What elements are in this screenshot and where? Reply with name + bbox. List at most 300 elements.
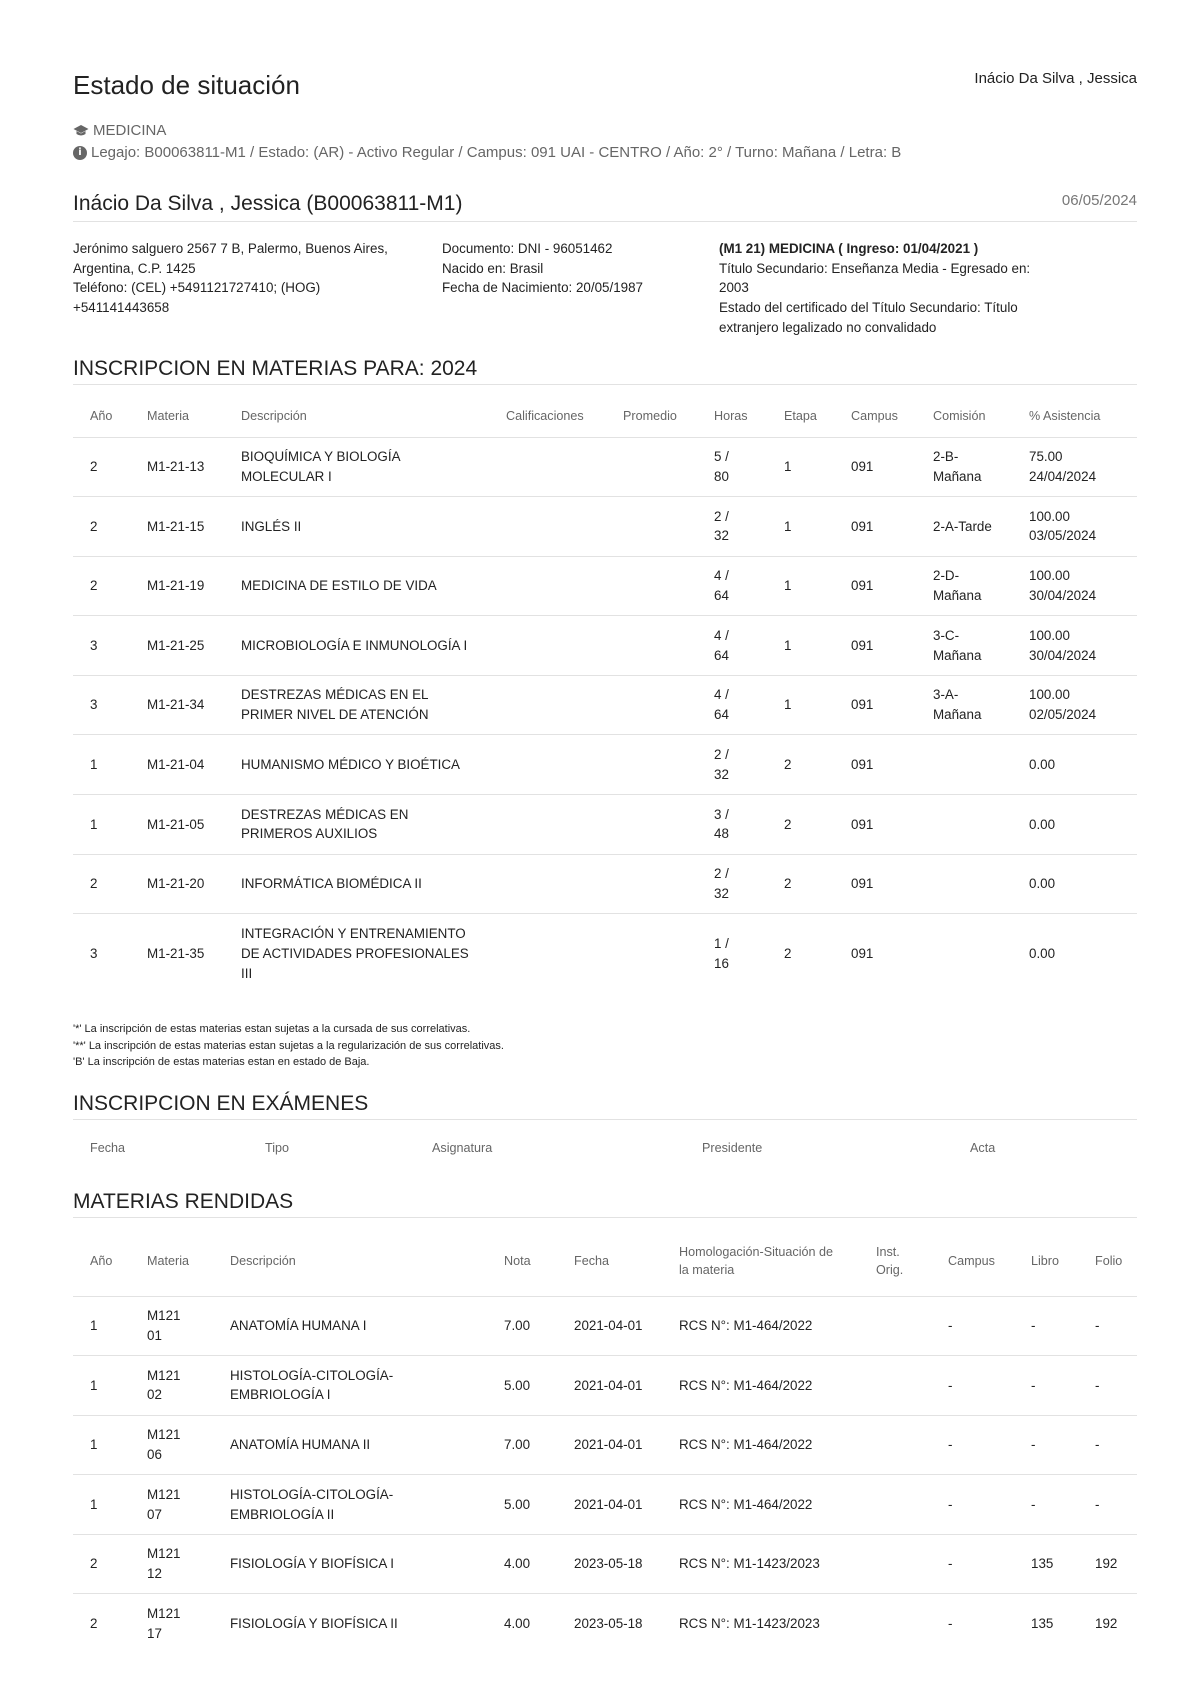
cell-line: 12 [147, 1566, 162, 1582]
cell-calificaciones [506, 437, 623, 497]
cell-etapa: 1 [784, 458, 792, 474]
cell-materia: M1-21-15 [147, 518, 205, 534]
cell-homologacion: RCS N°: M1-464/2022 [679, 1496, 813, 1512]
cell-asistencia [1029, 735, 1137, 795]
cell-materia: M1-21-20 [147, 876, 205, 892]
cell-anio: 1 [90, 816, 98, 832]
cell-promedio [623, 616, 714, 676]
cell-materia [147, 1296, 230, 1356]
cell-line: 100.00 [1029, 627, 1070, 643]
divider [73, 384, 1137, 385]
cell-anio: 3 [90, 637, 98, 653]
cell-horas [714, 914, 784, 994]
cell-asistencia [1029, 616, 1137, 676]
cell-anio: 1 [90, 1437, 98, 1453]
table-row [73, 854, 1137, 914]
cell-anio: 3 [90, 697, 98, 713]
column-header: Acta [970, 1141, 996, 1155]
cell-promedio [623, 914, 714, 994]
cell-line: M121 [147, 1308, 181, 1324]
cell-calificaciones [506, 556, 623, 616]
info-icon: i [73, 146, 87, 160]
cell-line: 100.00 [1029, 508, 1070, 524]
cell-line: MOLECULAR I [241, 468, 332, 484]
inscripcion-materias-table [73, 395, 1137, 994]
cell-line: 32 [714, 766, 729, 782]
cell-line: 0.00 [1029, 876, 1056, 892]
cell-line: 07 [147, 1506, 162, 1522]
cell-horas [714, 437, 784, 497]
cell-line: 3 / [714, 806, 729, 822]
cell-line: 32 [714, 528, 729, 544]
cell-anio: 1 [90, 756, 98, 772]
cell-line: M121 [147, 1486, 181, 1502]
cell-folio: 192 [1095, 1616, 1118, 1632]
cell-campus: - [948, 1317, 953, 1333]
phone-line: +541141443658 [73, 300, 170, 316]
cell-campus: 091 [851, 458, 874, 474]
cell-line: 16 [714, 956, 729, 971]
table-header-row [73, 395, 1137, 437]
cell-fecha: 2021-04-01 [574, 1437, 643, 1453]
table-row [73, 616, 1137, 676]
column-header: Año [90, 408, 113, 423]
cell-line: INGLÉS II [241, 518, 302, 534]
cell-descripcion [241, 735, 506, 795]
cell-horas [714, 497, 784, 557]
cell-campus: 091 [851, 876, 874, 892]
cell-anio: 1 [90, 1317, 98, 1333]
cell-etapa: 1 [784, 697, 792, 713]
table-row [73, 914, 1137, 994]
cell-anio: 3 [90, 946, 98, 962]
column-header: Fecha [90, 1141, 126, 1155]
cell-etapa: 2 [784, 876, 792, 892]
cell-horas [714, 854, 784, 914]
cell-comision [933, 735, 1029, 795]
cell-calificaciones [506, 795, 623, 855]
phone-line: Teléfono: (CEL) +5491121727410; (HOG) [73, 280, 321, 296]
cell-line: DE ACTIVIDADES PROFESIONALES [241, 946, 469, 962]
materias-rendidas-table [73, 1226, 1137, 1654]
cell-promedio [623, 854, 714, 914]
header-line: Orig. [876, 1262, 904, 1277]
cell-nota: 5.00 [504, 1377, 531, 1393]
cell-line: 64 [714, 647, 729, 663]
column-header: Libro [1031, 1253, 1060, 1268]
cell-inst-orig [876, 1296, 948, 1356]
cell-promedio [623, 795, 714, 855]
cell-line: INTEGRACIÓN Y ENTRENAMIENTO [241, 926, 466, 942]
program-block [719, 239, 1059, 338]
cell-line: 0.00 [1029, 946, 1056, 962]
cell-line: 17 [147, 1626, 162, 1642]
cell-line: 0.00 [1029, 816, 1056, 832]
cell-line: M121 [147, 1427, 181, 1443]
cell-calificaciones [506, 914, 623, 994]
cell-campus: - [948, 1556, 953, 1572]
cell-campus: 091 [851, 637, 874, 653]
cell-nota: 5.00 [504, 1496, 531, 1512]
cell-folio: - [1095, 1437, 1100, 1453]
cell-materia: M1-21-13 [147, 458, 205, 474]
cell-anio: 2 [90, 1616, 98, 1632]
cell-comision [933, 616, 1029, 676]
cell-line: MICROBIOLOGÍA E INMUNOLOGÍA I [241, 637, 468, 653]
cell-line: BIOQUÍMICA Y BIOLOGÍA [241, 449, 401, 465]
cell-nota: 4.00 [504, 1556, 531, 1572]
column-header: Horas [714, 408, 748, 423]
table-row [73, 1415, 1137, 1475]
cell-promedio [623, 735, 714, 795]
cell-promedio [623, 497, 714, 557]
program-line: Título Secundario: Enseñanza Media - Egresado en: [719, 260, 1031, 276]
cell-descripcion [230, 1356, 504, 1416]
cell-inst-orig [876, 1415, 948, 1475]
cell-nota: 4.00 [504, 1616, 531, 1632]
table-row [73, 1475, 1137, 1535]
cell-fecha: 2023-05-18 [574, 1556, 643, 1572]
cell-descripcion [241, 795, 506, 855]
cell-line: INFORMÁTICA BIOMÉDICA II [241, 876, 422, 892]
cell-campus: 091 [851, 756, 874, 772]
cell-libro: - [1031, 1317, 1036, 1333]
cell-campus: - [948, 1616, 953, 1632]
column-header [876, 1226, 948, 1296]
cell-comision [933, 795, 1029, 855]
cell-etapa: 2 [784, 756, 792, 772]
cell-anio: 2 [90, 1556, 98, 1572]
cell-homologacion: RCS N°: M1-1423/2023 [679, 1556, 820, 1572]
program-line: extranjero legalizado no convalidado [719, 319, 937, 335]
career-line [73, 122, 166, 139]
cell-campus: - [948, 1437, 953, 1453]
cell-asistencia [1029, 914, 1137, 994]
cell-campus: - [948, 1496, 953, 1512]
header-line: Homologación-Situación de [679, 1244, 834, 1259]
cell-line: HISTOLOGÍA-CITOLOGÍA- [230, 1367, 394, 1383]
cell-materia: M1-21-35 [147, 946, 205, 962]
birthdate-line: Fecha de Nacimiento: 20/05/1987 [442, 280, 643, 296]
cell-campus: 091 [851, 518, 874, 534]
cell-line: HISTOLOGÍA-CITOLOGÍA- [230, 1486, 394, 1502]
cell-line: M121 [147, 1367, 181, 1383]
table-row [73, 497, 1137, 557]
cell-line: 2-B- [933, 449, 959, 465]
legajo-text: Legajo: B00063811-M1 / Estado: (AR) - Activo Regular / Campus: 091 UAI - CENTRO / Año: 2° / Turno: Mañana / Letra: B [91, 144, 902, 161]
cell-asistencia [1029, 675, 1137, 735]
cell-descripcion [241, 497, 506, 557]
footnote: '*' La inscripción de estas materias estan sujetas a la cursada de sus correlativas. [73, 1023, 471, 1035]
cell-calificaciones [506, 675, 623, 735]
cell-comision [933, 675, 1029, 735]
student-name: Inácio Da Silva , Jessica (B00063811-M1) [73, 192, 463, 215]
cell-horas [714, 735, 784, 795]
cell-calificaciones [506, 616, 623, 676]
cell-line: Mañana [933, 468, 982, 484]
cell-line: 3-C- [933, 627, 960, 643]
cell-asistencia [1029, 437, 1137, 497]
column-header: Materia [147, 1253, 189, 1268]
cell-descripcion [241, 854, 506, 914]
column-header: Promedio [623, 408, 677, 423]
cell-line: 4 / [714, 687, 729, 703]
cell-line: 24/04/2024 [1029, 468, 1097, 484]
column-header: Descripción [241, 408, 307, 423]
cell-materia [147, 1356, 230, 1416]
cell-line: HUMANISMO MÉDICO Y BIOÉTICA [241, 756, 460, 772]
cell-libro: - [1031, 1377, 1036, 1393]
cell-asistencia [1029, 854, 1137, 914]
user-name: Inácio Da Silva , Jessica [974, 70, 1137, 87]
cell-anio: 2 [90, 578, 98, 594]
cell-descripcion [230, 1534, 504, 1594]
cell-line: 5 / [714, 449, 729, 465]
cell-anio: 2 [90, 876, 98, 892]
cell-libro: - [1031, 1496, 1036, 1512]
cell-promedio [623, 556, 714, 616]
cell-line: 02/05/2024 [1029, 707, 1097, 723]
birthplace-line: Nacido en: Brasil [442, 260, 544, 276]
cell-line: 2 / [714, 866, 729, 882]
cell-comision [933, 556, 1029, 616]
cell-campus: - [948, 1377, 953, 1393]
section-title-materias-rendidas: MATERIAS RENDIDAS [73, 1190, 294, 1213]
cell-line: MEDICINA DE ESTILO DE VIDA [241, 578, 437, 594]
cell-asistencia [1029, 556, 1137, 616]
table-row [73, 1534, 1137, 1594]
cell-materia: M1-21-25 [147, 637, 205, 653]
column-header: Descripción [230, 1253, 296, 1268]
cell-horas [714, 616, 784, 676]
cell-folio: - [1095, 1496, 1100, 1512]
cell-line: PRIMER NIVEL DE ATENCIÓN [241, 707, 429, 723]
table-row [73, 1356, 1137, 1416]
cell-etapa: 2 [784, 946, 792, 962]
cell-materia: M1-21-04 [147, 756, 205, 772]
cell-materia [147, 1415, 230, 1475]
column-header: Comisión [933, 408, 986, 423]
cell-asistencia [1029, 497, 1137, 557]
cell-line: DESTREZAS MÉDICAS EN [241, 806, 409, 822]
cell-descripcion [241, 616, 506, 676]
cell-folio: - [1095, 1317, 1100, 1333]
cell-inst-orig [876, 1534, 948, 1594]
cell-line: 75.00 [1029, 449, 1063, 465]
cell-descripcion [241, 675, 506, 735]
cell-line: PRIMEROS AUXILIOS [241, 826, 378, 842]
cell-materia [147, 1534, 230, 1594]
cell-nota: 7.00 [504, 1317, 531, 1333]
cell-line: 4 / [714, 627, 729, 643]
cell-descripcion [230, 1296, 504, 1356]
column-header: Etapa [784, 408, 817, 423]
cell-line: 2-D- [933, 568, 960, 584]
legajo-line [73, 144, 901, 161]
table-row [73, 795, 1137, 855]
cell-line: EMBRIOLOGÍA II [230, 1506, 335, 1522]
column-header: Asignatura [432, 1141, 493, 1155]
table-row [73, 1296, 1137, 1356]
cell-line: Mañana [933, 707, 982, 723]
cell-inst-orig [876, 1594, 948, 1654]
cell-line: Mañana [933, 587, 982, 603]
address-block [73, 239, 413, 318]
cell-line: 06 [147, 1446, 162, 1462]
cell-line: 3-A- [933, 687, 959, 703]
table-row [73, 1594, 1137, 1654]
cell-libro: 135 [1031, 1616, 1054, 1632]
cell-etapa: 2 [784, 816, 792, 832]
table-row [73, 735, 1137, 795]
cell-descripcion [230, 1475, 504, 1535]
cell-promedio [623, 437, 714, 497]
cell-line: ANATOMÍA HUMANA I [230, 1317, 367, 1333]
cell-line: 32 [714, 885, 729, 901]
program-line: 2003 [719, 280, 749, 296]
cell-comision [933, 437, 1029, 497]
cell-nota: 7.00 [504, 1437, 531, 1453]
cell-homologacion: RCS N°: M1-464/2022 [679, 1377, 813, 1393]
cell-etapa: 1 [784, 518, 792, 534]
column-header: Calificaciones [506, 408, 584, 423]
cell-line: 2-A-Tarde [933, 518, 992, 534]
cell-libro: 135 [1031, 1556, 1054, 1572]
cell-fecha: 2021-04-01 [574, 1377, 643, 1393]
cell-folio: 192 [1095, 1556, 1118, 1572]
section-title-inscripcion-materias: INSCRIPCION EN MATERIAS PARA: 2024 [73, 357, 478, 380]
cell-fecha: 2021-04-01 [574, 1317, 643, 1333]
cell-descripcion [241, 914, 506, 994]
cell-descripcion [241, 556, 506, 616]
cell-homologacion: RCS N°: M1-1423/2023 [679, 1616, 820, 1632]
table-header-row [73, 1130, 1137, 1166]
cell-promedio [623, 675, 714, 735]
column-header: Campus [851, 408, 898, 423]
cell-horas [714, 556, 784, 616]
cell-comision [933, 914, 1029, 994]
column-header: % Asistencia [1029, 408, 1101, 423]
cell-line: 1 / [714, 936, 729, 952]
document-line: Documento: DNI - 96051462 [442, 241, 613, 256]
page-title: Estado de situación [73, 70, 300, 100]
cell-line: M121 [147, 1546, 181, 1562]
cell-anio: 1 [90, 1496, 98, 1512]
column-header: Folio [1095, 1253, 1123, 1268]
cell-line: 01 [147, 1327, 162, 1343]
cell-libro: - [1031, 1437, 1036, 1453]
cell-campus: 091 [851, 816, 874, 832]
header-line: la materia [679, 1262, 735, 1277]
cell-horas [714, 675, 784, 735]
cell-descripcion [230, 1594, 504, 1654]
cell-line: 64 [714, 587, 729, 603]
address-line: Jerónimo salguero 2567 7 B, Palermo, Buenos Aires, [73, 241, 388, 256]
cell-calificaciones [506, 735, 623, 795]
cell-inst-orig [876, 1475, 948, 1535]
cell-line: 2 / [714, 747, 729, 763]
cell-anio: 2 [90, 518, 98, 534]
cell-comision [933, 854, 1029, 914]
column-header: Campus [948, 1253, 995, 1268]
cell-line: 48 [714, 826, 729, 842]
cell-line: 100.00 [1029, 568, 1070, 584]
cell-comision [933, 497, 1029, 557]
cell-inst-orig [876, 1356, 948, 1416]
cell-anio: 2 [90, 458, 98, 474]
cell-fecha: 2023-05-18 [574, 1616, 643, 1632]
cell-homologacion: RCS N°: M1-464/2022 [679, 1437, 813, 1453]
cell-line: 03/05/2024 [1029, 528, 1097, 544]
column-header [679, 1226, 876, 1296]
cell-materia: M1-21-19 [147, 578, 205, 594]
cell-horas [714, 795, 784, 855]
cell-campus: 091 [851, 578, 874, 594]
cell-line: DESTREZAS MÉDICAS EN EL [241, 687, 429, 703]
cell-line: 100.00 [1029, 687, 1070, 703]
cell-descripcion [230, 1415, 504, 1475]
program-title: (M1 21) MEDICINA ( Ingreso: 01/04/2021 ) [719, 241, 979, 256]
cell-materia: M1-21-05 [147, 816, 205, 832]
cell-line: ANATOMÍA HUMANA II [230, 1437, 371, 1453]
cell-calificaciones [506, 497, 623, 557]
cell-line: 30/04/2024 [1029, 647, 1097, 663]
address-line: Argentina, C.P. 1425 [73, 260, 196, 276]
cell-fecha: 2021-04-01 [574, 1496, 643, 1512]
cell-etapa: 1 [784, 578, 792, 594]
cell-calificaciones [506, 854, 623, 914]
section-title-inscripcion-examenes: INSCRIPCION EN EXÁMENES [73, 1092, 369, 1115]
column-header: Tipo [265, 1141, 290, 1155]
cell-line: 80 [714, 468, 729, 484]
cell-line: 4 / [714, 568, 729, 584]
table-row [73, 437, 1137, 497]
cell-line: 02 [147, 1387, 162, 1403]
cell-anio: 1 [90, 1377, 98, 1393]
career-name: MEDICINA [93, 122, 167, 139]
cell-line: 64 [714, 707, 729, 723]
report-date: 06/05/2024 [1061, 192, 1137, 209]
column-header: Año [90, 1253, 113, 1268]
cell-materia [147, 1475, 230, 1535]
cell-line: 2 / [714, 508, 729, 524]
cell-folio: - [1095, 1377, 1100, 1393]
program-line: Estado del certificado del Título Secundario: Título [719, 300, 1018, 316]
cell-line: Mañana [933, 647, 982, 663]
cell-campus: 091 [851, 697, 874, 713]
table-row [73, 556, 1137, 616]
header-line: Inst. [876, 1244, 900, 1259]
table-row [73, 675, 1137, 735]
column-header: Nota [504, 1253, 531, 1268]
table-header-row [73, 1226, 1137, 1296]
document-block [442, 239, 702, 298]
cell-line: EMBRIOLOGÍA I [230, 1387, 331, 1403]
cell-campus: 091 [851, 946, 874, 962]
column-header: Fecha [574, 1253, 610, 1268]
column-header: Presidente [702, 1141, 763, 1155]
cell-materia [147, 1594, 230, 1654]
cell-line: 0.00 [1029, 756, 1056, 772]
cell-materia: M1-21-34 [147, 697, 205, 713]
footnotes [73, 1021, 504, 1071]
cell-line: III [241, 965, 253, 981]
cell-etapa: 1 [784, 637, 792, 653]
cell-line: 30/04/2024 [1029, 587, 1097, 603]
cell-line: FISIOLOGÍA Y BIOFÍSICA II [230, 1616, 398, 1632]
cell-asistencia [1029, 795, 1137, 855]
graduation-cap-icon [73, 124, 89, 138]
